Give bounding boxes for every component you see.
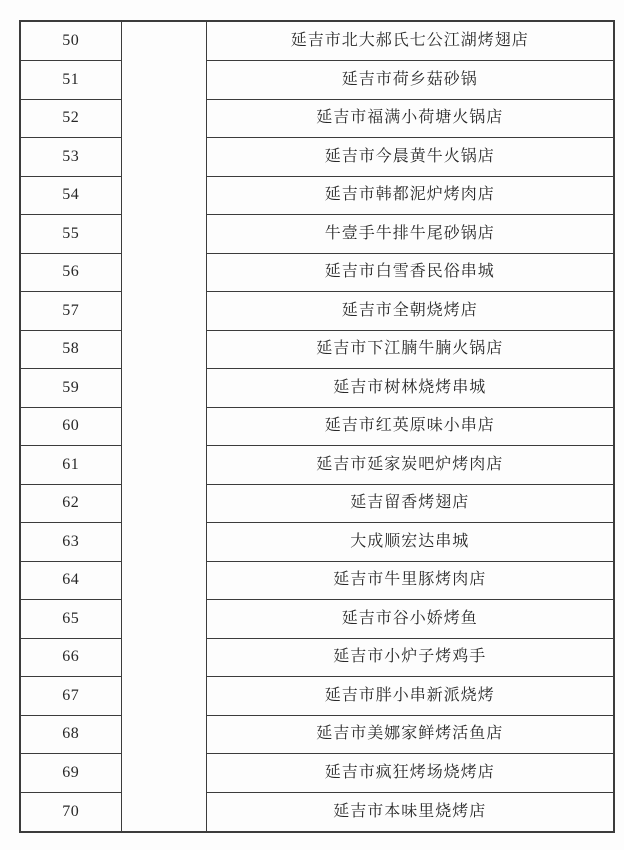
table-row xyxy=(20,21,614,61)
store-name-cell: 延吉市下江腩牛腩火锅店 xyxy=(206,330,614,369)
row-index-cell: 61 xyxy=(20,446,121,485)
table-row xyxy=(20,138,614,177)
row-index-cell: 65 xyxy=(20,600,121,639)
table-row xyxy=(20,600,614,639)
row-index-cell: 69 xyxy=(20,754,121,793)
table-row xyxy=(20,176,614,215)
row-index-cell: 59 xyxy=(20,369,121,408)
row-index-cell: 66 xyxy=(20,638,121,677)
table-row xyxy=(20,253,614,292)
store-name-cell: 延吉市美娜家鲜烤活鱼店 xyxy=(206,715,614,754)
table-row xyxy=(20,61,614,100)
row-index-cell: 53 xyxy=(20,138,121,177)
table-row xyxy=(20,677,614,716)
row-index-cell: 57 xyxy=(20,292,121,331)
store-name-cell: 延吉市延家炭吧炉烤肉店 xyxy=(206,446,614,485)
table-row xyxy=(20,446,614,485)
table-row xyxy=(20,754,614,793)
store-name-cell: 延吉市福满小荷塘火锅店 xyxy=(206,99,614,138)
row-index-cell: 58 xyxy=(20,330,121,369)
store-name-cell: 延吉市胖小串新派烧烤 xyxy=(206,677,614,716)
store-name-cell: 延吉市今晨黄牛火锅店 xyxy=(206,138,614,177)
store-name-cell: 牛壹手牛排牛尾砂锅店 xyxy=(206,215,614,254)
table-row xyxy=(20,99,614,138)
table-row xyxy=(20,369,614,408)
row-index-cell: 52 xyxy=(20,99,121,138)
store-table-body xyxy=(20,21,614,832)
row-index-cell: 63 xyxy=(20,523,121,562)
table-row xyxy=(20,215,614,254)
table-row xyxy=(20,638,614,677)
row-index-cell: 62 xyxy=(20,484,121,523)
table-row xyxy=(20,484,614,523)
row-index-cell: 56 xyxy=(20,253,121,292)
store-name-cell: 延吉市北大郝氏七公江湖烤翅店 xyxy=(206,21,614,61)
store-name-cell: 延吉市韩都泥炉烤肉店 xyxy=(206,176,614,215)
row-index-cell: 64 xyxy=(20,561,121,600)
row-index-cell: 51 xyxy=(20,61,121,100)
store-name-cell: 延吉留香烤翅店 xyxy=(206,484,614,523)
store-name-cell: 延吉市荷乡菇砂锅 xyxy=(206,61,614,100)
store-name-cell: 延吉市红英原味小串店 xyxy=(206,407,614,446)
store-name-cell: 延吉市全朝烧烤店 xyxy=(206,292,614,331)
row-index-cell: 55 xyxy=(20,215,121,254)
store-name-cell: 延吉市牛里豚烤肉店 xyxy=(206,561,614,600)
table-row xyxy=(20,407,614,446)
merged-blank-cell xyxy=(121,21,206,832)
store-list-table xyxy=(19,20,615,833)
store-name-cell: 延吉市谷小娇烤鱼 xyxy=(206,600,614,639)
table-row xyxy=(20,523,614,562)
row-index-cell: 60 xyxy=(20,407,121,446)
table-row xyxy=(20,330,614,369)
table-row xyxy=(20,792,614,832)
table-row xyxy=(20,561,614,600)
row-index-cell: 70 xyxy=(20,792,121,832)
store-name-cell: 大成顺宏达串城 xyxy=(206,523,614,562)
row-index-cell: 50 xyxy=(20,21,121,61)
table-row xyxy=(20,292,614,331)
store-name-cell: 延吉市小炉子烤鸡手 xyxy=(206,638,614,677)
table-row xyxy=(20,715,614,754)
store-name-cell: 延吉市疯狂烤场烧烤店 xyxy=(206,754,614,793)
store-name-cell: 延吉市本味里烧烤店 xyxy=(206,792,614,832)
row-index-cell: 54 xyxy=(20,176,121,215)
row-index-cell: 68 xyxy=(20,715,121,754)
store-name-cell: 延吉市树林烧烤串城 xyxy=(206,369,614,408)
row-index-cell: 67 xyxy=(20,677,121,716)
store-name-cell: 延吉市白雪香民俗串城 xyxy=(206,253,614,292)
